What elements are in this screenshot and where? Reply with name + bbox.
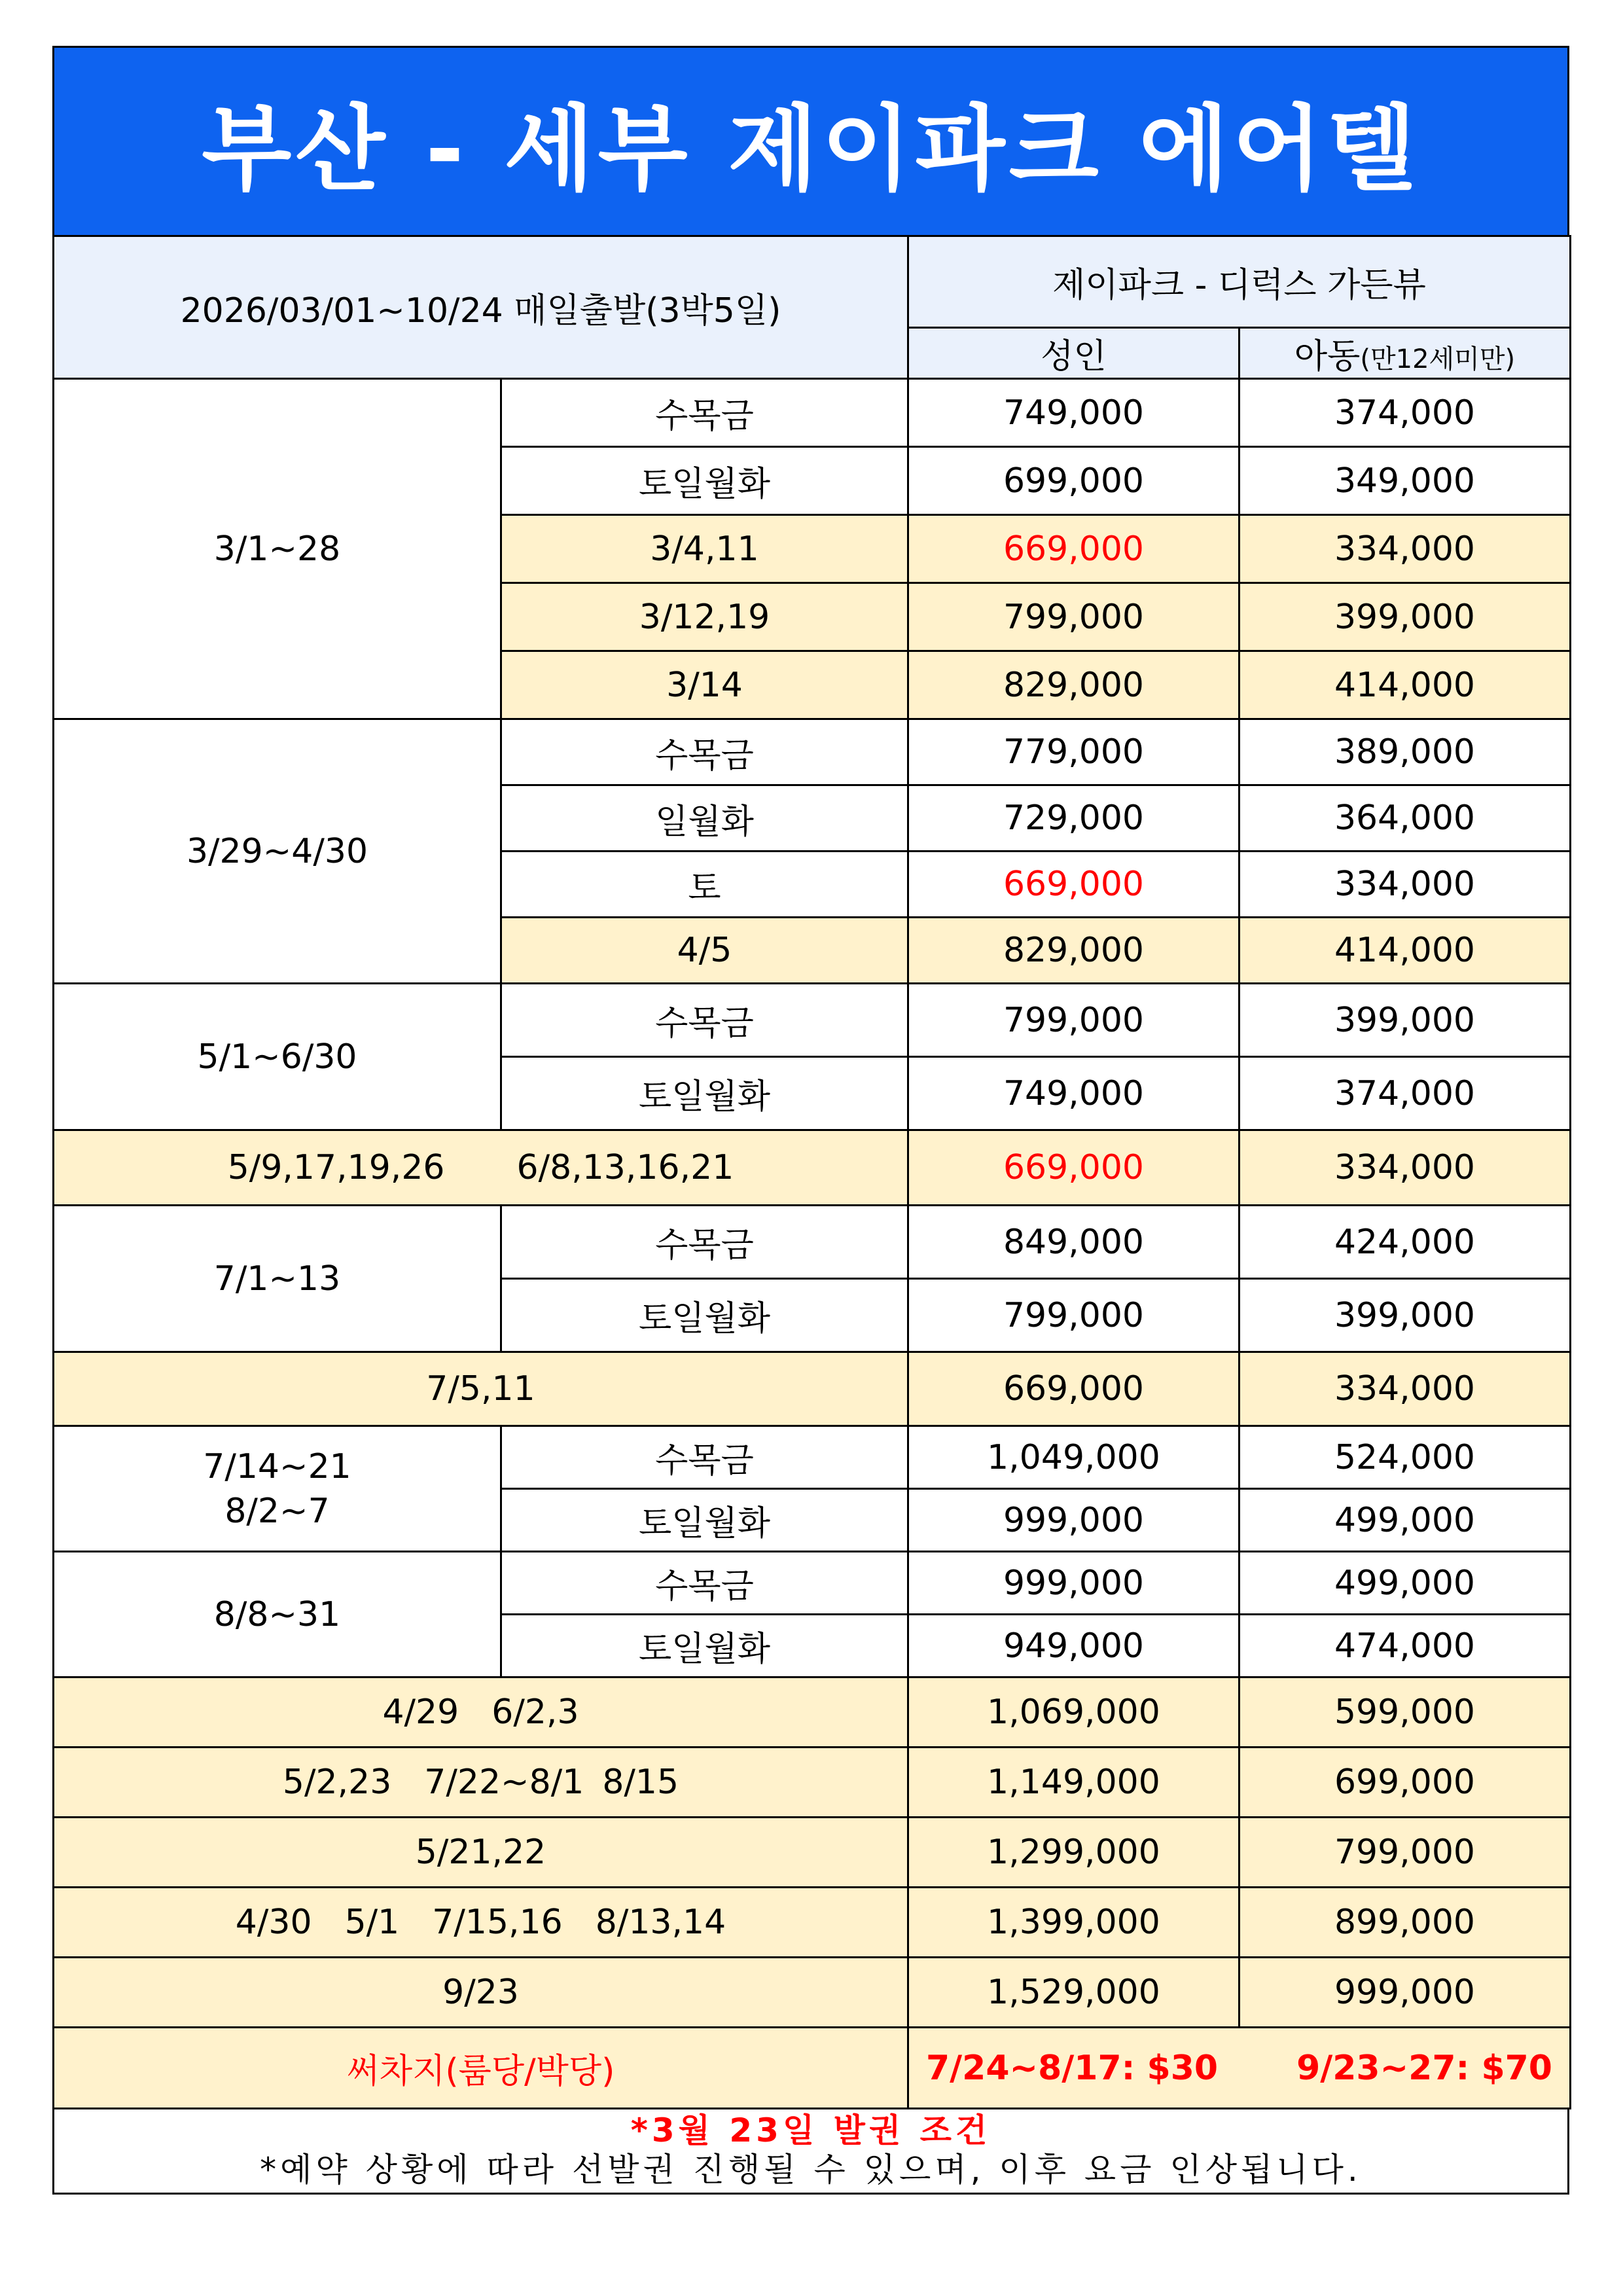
adult-price: 669,000: [908, 1352, 1240, 1426]
adult-price: 849,000: [908, 1206, 1240, 1279]
adult-price: 1,299,000: [908, 1818, 1240, 1888]
table-row: [54, 1352, 1571, 1426]
child-price: 474,000: [1240, 1615, 1571, 1677]
special-dates: 7/22~8/1: [424, 1763, 584, 1802]
child-price: 374,000: [1240, 379, 1571, 447]
child-price: 499,000: [1240, 1552, 1571, 1615]
adult-price: 829,000: [908, 918, 1240, 984]
day-cell: 수목금: [501, 1206, 908, 1279]
ticketing-condition-note: *3월 23일 발권 조건: [630, 2111, 991, 2149]
day-cell: 수목금: [501, 379, 908, 447]
child-price: 334,000: [1240, 852, 1571, 918]
adult-price: 1,529,000: [908, 1958, 1240, 2028]
child-price: 699,000: [1240, 1748, 1571, 1818]
special-dates: 7/5,11: [54, 1352, 908, 1426]
adult-price: 749,000: [908, 1057, 1240, 1130]
adult-price: 799,000: [908, 984, 1240, 1057]
child-price: 424,000: [1240, 1206, 1571, 1279]
day-cell: 3/14: [501, 651, 908, 719]
adult-price: 699,000: [908, 447, 1240, 515]
day-cell: 토일월화: [501, 1489, 908, 1552]
special-dates: 5/9,17,19,26: [227, 1148, 445, 1187]
child-price: 399,000: [1240, 984, 1571, 1057]
day-cell: 토일월화: [501, 447, 908, 515]
day-cell: 토일월화: [501, 1615, 908, 1677]
special-dates: 8/15: [602, 1763, 679, 1802]
table-row: [54, 1958, 1571, 2028]
season-cell: 3/1~28: [54, 379, 501, 719]
fare-table: [52, 235, 1571, 2109]
reservation-note: *예약 상황에 따라 선발권 진행될 수 있으며, 이후 요금 인상됩니다.: [260, 2151, 1362, 2189]
child-age-note: (만12세미만): [1360, 344, 1516, 374]
adult-price: 829,000: [908, 651, 1240, 719]
child-price: 414,000: [1240, 651, 1571, 719]
adult-price: 1,149,000: [908, 1748, 1240, 1818]
adult-price: 949,000: [908, 1615, 1240, 1677]
adult-price: 669,000: [908, 1130, 1240, 1206]
adult-price: 1,399,000: [908, 1888, 1240, 1958]
adult-price: 669,000: [908, 515, 1240, 583]
child-price: 499,000: [1240, 1489, 1571, 1552]
table-row: [54, 719, 1571, 785]
surcharge-periods: [908, 2028, 1571, 2109]
adult-price: 799,000: [908, 1279, 1240, 1352]
header-row: [54, 236, 1571, 328]
special-dates: 4/30: [235, 1903, 312, 1942]
table-row: [54, 984, 1571, 1057]
adult-price: 1,049,000: [908, 1426, 1240, 1489]
table-row: [54, 1677, 1571, 1748]
surcharge-period: 9/23~27: $70: [1296, 2048, 1552, 2088]
day-cell: 3/4,11: [501, 515, 908, 583]
child-header: [1240, 328, 1571, 379]
special-dates: 9/23: [54, 1958, 908, 2028]
table-row: [54, 1818, 1571, 1888]
day-cell: 수목금: [501, 984, 908, 1057]
child-price: 999,000: [1240, 1958, 1571, 2028]
surcharge-label: 써차지(룸당/박당): [54, 2028, 908, 2109]
special-dates: 5/1: [344, 1903, 400, 1942]
child-price: 374,000: [1240, 1057, 1571, 1130]
day-cell: 토: [501, 852, 908, 918]
special-dates: 6/8,13,16,21: [516, 1148, 734, 1187]
table-row: [54, 1130, 1571, 1206]
season-cell: 3/29~4/30: [54, 719, 501, 984]
day-cell: 4/5: [501, 918, 908, 984]
special-dates: 5/2,23: [282, 1763, 392, 1802]
table-row: [54, 1426, 1571, 1489]
season-cell: 7/1~13: [54, 1206, 501, 1352]
special-dates: 4/29: [382, 1693, 459, 1732]
adult-price: 999,000: [908, 1489, 1240, 1552]
child-price: 599,000: [1240, 1677, 1571, 1748]
fare-sheet: [52, 46, 1569, 2195]
surcharge-row: [54, 2028, 1571, 2109]
child-price: 364,000: [1240, 785, 1571, 852]
adult-price: 799,000: [908, 583, 1240, 651]
adult-price: 749,000: [908, 379, 1240, 447]
child-price: 399,000: [1240, 1279, 1571, 1352]
day-cell: 3/12,19: [501, 583, 908, 651]
adult-price: 1,069,000: [908, 1677, 1240, 1748]
adult-price: 999,000: [908, 1552, 1240, 1615]
child-header-label: 아동: [1294, 337, 1361, 376]
page-title: 부산 - 세부 제이파크 에어텔: [52, 46, 1569, 237]
table-row: [54, 1552, 1571, 1615]
child-price: 899,000: [1240, 1888, 1571, 1958]
day-cell: 토일월화: [501, 1057, 908, 1130]
special-dates-cell: [54, 1888, 908, 1958]
period-header: 2026/03/01~10/24 매일출발(3박5일): [54, 236, 908, 379]
day-cell: 일월화: [501, 785, 908, 852]
table-row: [54, 379, 1571, 447]
child-price: 334,000: [1240, 515, 1571, 583]
special-dates-cell: [54, 1130, 908, 1206]
adult-price: 779,000: [908, 719, 1240, 785]
adult-header: 성인: [908, 328, 1240, 379]
day-cell: 수목금: [501, 719, 908, 785]
table-row: [54, 1888, 1571, 1958]
surcharge-period: 7/24~8/17: $30: [925, 2048, 1219, 2088]
season-cell: 5/1~6/30: [54, 984, 501, 1130]
notes-box: [52, 2109, 1569, 2195]
child-price: 524,000: [1240, 1426, 1571, 1489]
season-label: 7/14~21: [203, 1446, 351, 1486]
child-price: 334,000: [1240, 1130, 1571, 1206]
special-dates-cell: [54, 1677, 908, 1748]
day-cell: 수목금: [501, 1426, 908, 1489]
adult-price: 669,000: [908, 852, 1240, 918]
special-dates: 5/21,22: [54, 1818, 908, 1888]
special-dates-cell: [54, 1748, 908, 1818]
child-price: 389,000: [1240, 719, 1571, 785]
table-row: [54, 1206, 1571, 1279]
table-row: [54, 1748, 1571, 1818]
special-dates: 7/15,16: [432, 1903, 563, 1942]
child-price: 414,000: [1240, 918, 1571, 984]
child-price: 399,000: [1240, 583, 1571, 651]
hotel-header: 제이파크 - 디럭스 가든뷰: [908, 236, 1571, 328]
season-cell: [54, 1426, 501, 1552]
child-price: 349,000: [1240, 447, 1571, 515]
special-dates: 8/13,14: [595, 1903, 726, 1942]
season-cell: 8/8~31: [54, 1552, 501, 1677]
child-price: 799,000: [1240, 1818, 1571, 1888]
season-label: 8/2~7: [224, 1491, 330, 1531]
day-cell: 수목금: [501, 1552, 908, 1615]
day-cell: 토일월화: [501, 1279, 908, 1352]
adult-price: 729,000: [908, 785, 1240, 852]
special-dates: 6/2,3: [491, 1693, 579, 1732]
child-price: 334,000: [1240, 1352, 1571, 1426]
